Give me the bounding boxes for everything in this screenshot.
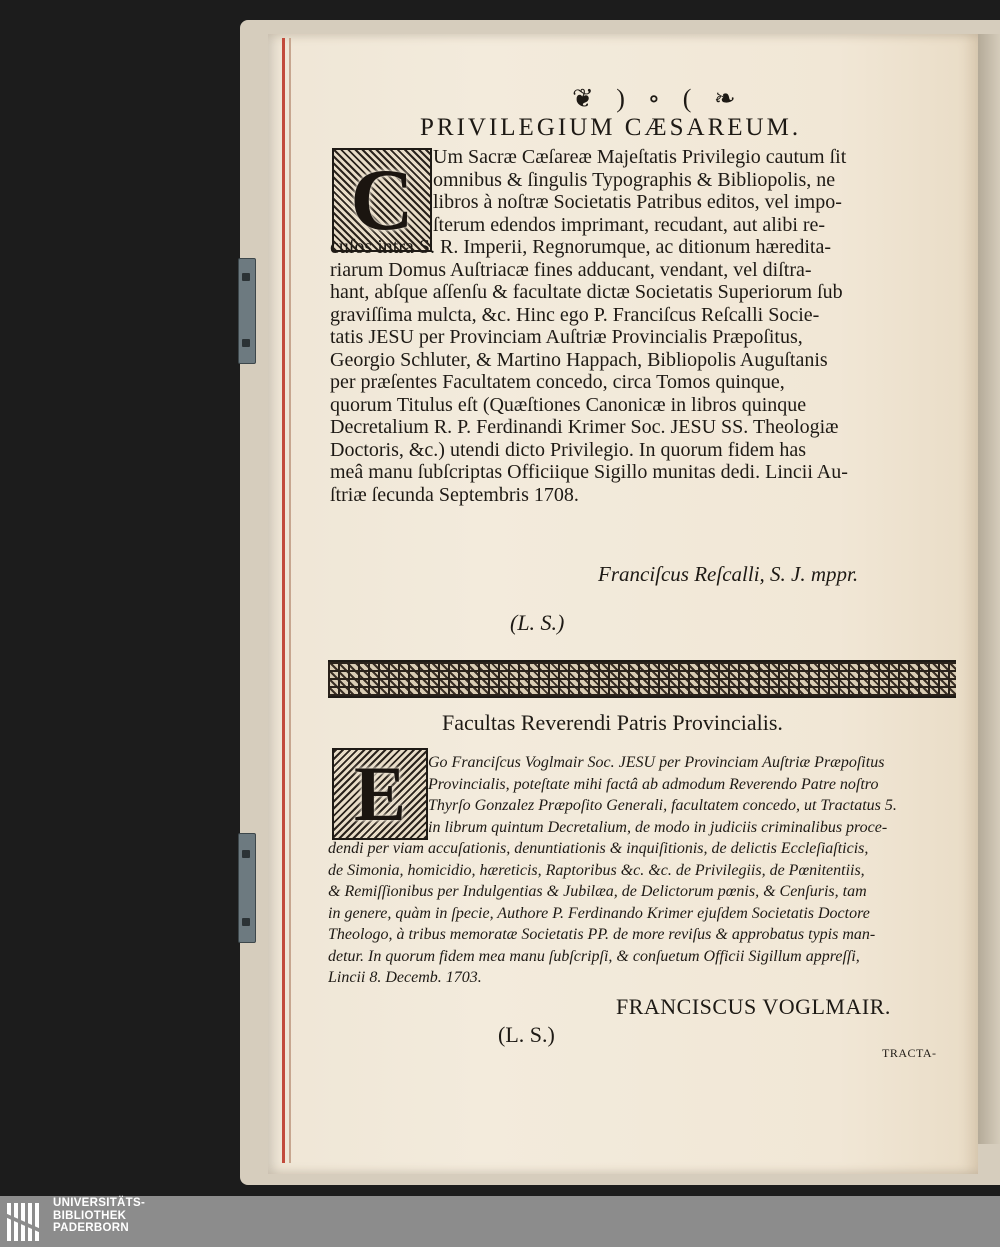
text-line: in genere, quàm in ſpecie, Authore P. Ferdinando Krimer ejuſdem Societatis Doctore [328,904,870,922]
page-title: PRIVILEGIUM CÆSAREUM. [420,114,802,141]
footer-bar [0,1196,1000,1247]
university-logo-icon[interactable] [5,1199,45,1244]
text-line: Doctoris, &c.) utendi dicto Privilegio. In quorum fidem has [330,438,807,461]
text-line: detur. In quorum fidem mea manu ſubſcripſi, & conſuetum Officii Sigillum appreſſi, [328,947,860,965]
red-page-edge [282,38,285,1163]
text-line: Theologo, à tribus memoratæ Societatis PP. de more reviſus & approbatus typis man- [328,926,876,943]
seal-mark: (L. S.) [510,610,565,635]
header-ornament: ❦ ) ∘ ( ❧ [572,84,744,113]
logo-line: BIBLIOTHEK [53,1209,127,1222]
text-line: cuſos intra S. R. Imperii, Regnorumque, ac ditionum hæredita- [330,236,832,258]
text-line: Decretalium R. P. Ferdinandi Krimer Soc. JESU SS. Theologiæ [330,416,839,438]
text-line: omnibus & ſingulis Typographis & Bibliopolis, ne [433,168,836,191]
text-line: Provincialis, poteſtate mihi factâ ab admodum Reverendo Patre noſtro [428,775,879,793]
text-line: Thyrſo Gonzalez Præpoſito Generali, facultatem concedo, ut Tractatus 5. [428,797,897,814]
logo-line: UNIVERSITÄTS- [53,1197,146,1209]
text-line: & Remiſſionibus per Indulgentias & Jubilæa, de Delictorum pœnis, & Cenſuris, tam [328,883,867,900]
signature-rescalli: Franciſcus Reſcalli, S. J. mppr. [598,562,859,586]
text-line: graviſſima mulcta, &c. Hinc ego P. Franciſcus Reſcalli Socie- [330,303,820,326]
facultas-text [328,752,956,989]
library-name[interactable] [53,1197,145,1235]
text-line: in librum quintum Decretalium, de modo in judiciis criminalibus proce- [428,818,888,836]
text-line: Georgio Schluter, & Martino Happach, Bibliopolis Auguſtanis [330,348,828,371]
text-line: hant, abſque aſſenſu & facultate dictæ Societatis Superiorum ſub [330,281,843,303]
text-line: meâ manu ſubſcriptas Officiique Sigillo munitas dedi. Lincii Au- [330,461,848,483]
next-page-edge [978,34,1000,1144]
initial-letter: E [353,750,407,837]
section-title: Facultas Reverendi Patris Provincialis. [442,710,783,735]
text-line: Lincii 8. Decemb. 1703. [328,969,482,986]
page-edge-line [289,38,291,1163]
seal-mark: (L. S.) [498,1022,555,1047]
text-line: quorum Titulus eſt (Quæſtiones Canonicæ in libros quinque [330,393,807,416]
ornamental-border [328,660,956,698]
text-line: Go Franciſcus Voglmair Soc. JESU per Provinciam Auſtriæ Præpoſitus [428,754,885,771]
text-line: dendi per viam accuſationis, denuntiationis & inquiſitionis, de delictis Eccleſiaſticis, [328,840,869,857]
text-line: per præſentes Facultatem concedo, circa Tomos quinque, [330,371,785,393]
privilege-text [330,146,962,506]
text-line: ſterum edendos imprimant, recudant, aut alibi re- [433,213,826,236]
text-line: Um Sacræ Cæſareæ Majeſtatis Privilegio cautum ſit [433,146,847,168]
text-line: libros à noſtræ Societatis Patribus editos, vel impo- [433,191,842,213]
signature-voglmair: FRANCISCUS VOGLMAIR. [616,994,891,1019]
logo-line: PADERBORN [53,1222,129,1234]
initial-letter: C [350,151,414,249]
catchword: TRACTA- [882,1046,937,1060]
text-line: riarum Domus Auſtriacæ fines adducant, vendant, vel diſtra- [330,258,812,281]
clasp-top [238,258,256,364]
text-line: tatis JESU per Provinciam Auſtriæ Provincialis Præpoſitus, [330,326,803,348]
clasp-bottom [238,833,256,943]
text-line: ſtriæ ſecunda Septembris 1708. [330,483,579,506]
text-line: de Simonia, homicidio, hæreticis, Raptoribus &c. &c. de Privilegiis, de Pœnitentiis, [328,861,865,879]
